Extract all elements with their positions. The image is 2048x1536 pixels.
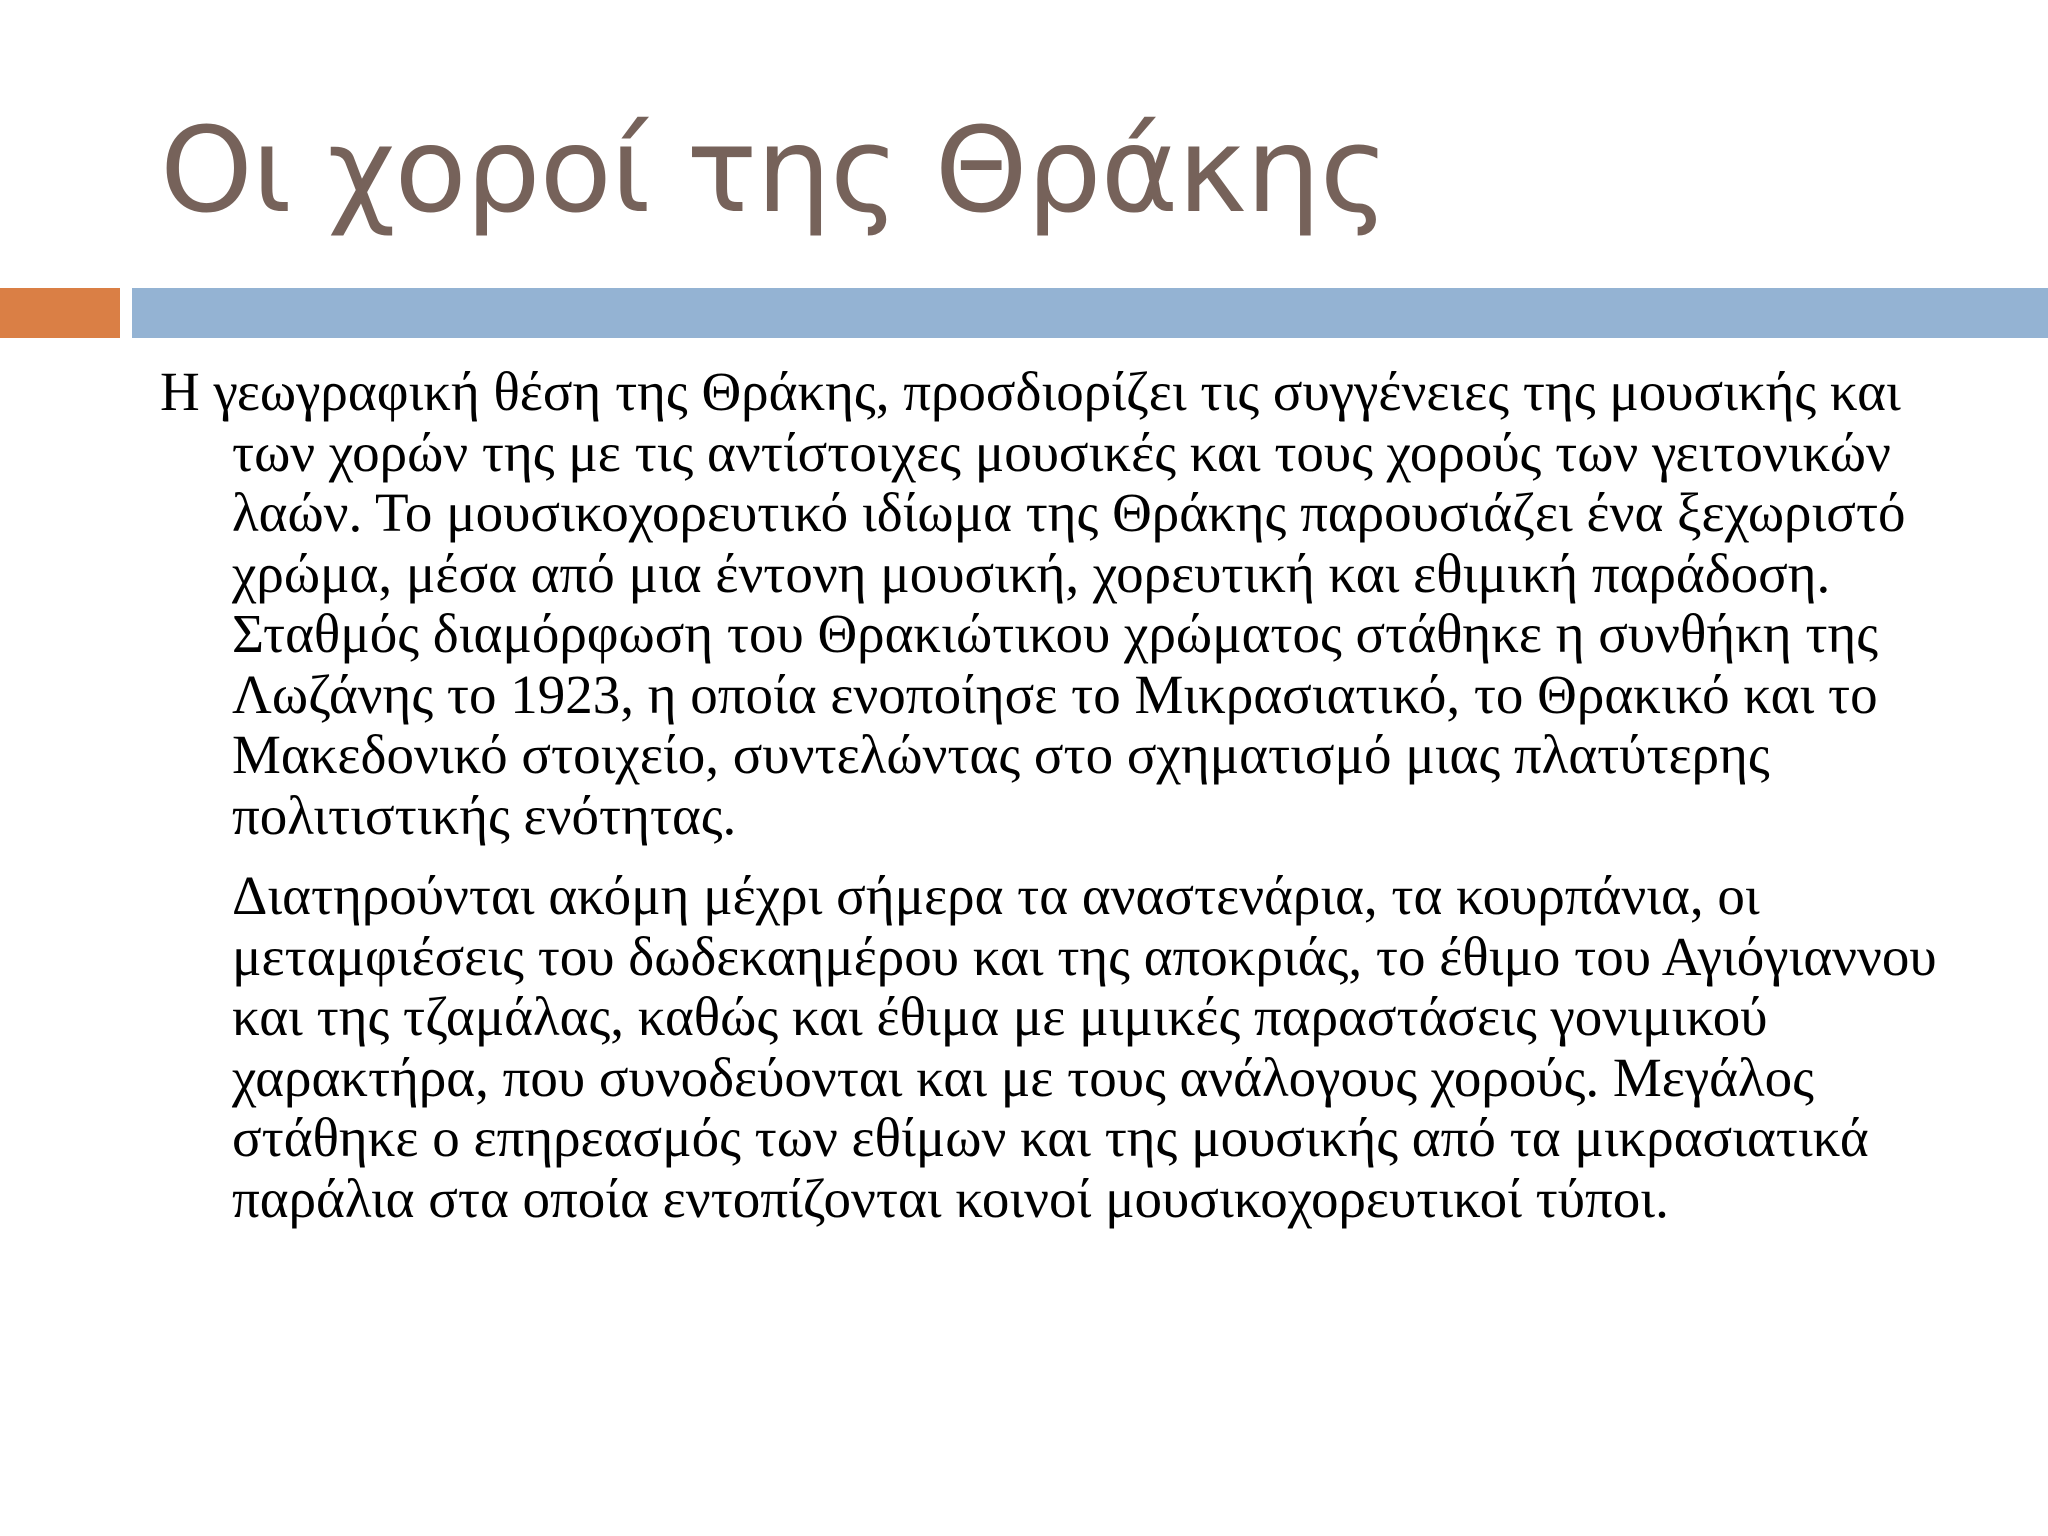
accent-bar-orange xyxy=(0,288,120,338)
accent-bar-blue xyxy=(132,288,2048,338)
body-paragraph-2: Διατηρούνται ακόμη μέχρι σήμερα τα αναστενάρια, τα κουρπάνια, οι μεταμφιέσεις του δωδεκαημέρου και της αποκριάς, το έθιμο του Αγιόγιαννου και της τζαμάλας, καθώς και έθιμα με μιμικές παραστάσεις γονιμικού χαρακτήρα, που συνοδεύονται και με τους ανάλογους χορούς. Μεγάλος στάθηκε ο επηρεασμός των εθίμων και της μουσικής από τα μικρασιατικά παράλια στα οποία εντοπίζονται κοινοί μουσικοχορευτικοί τύποι. xyxy=(232,865,1937,1229)
slide-body xyxy=(160,362,1950,1229)
slide-title: Οι χοροί της Θράκης xyxy=(160,101,1388,239)
body-paragraph-1: Η γεωγραφική θέση της Θράκης, προσδιορίζει τις συγγένειες της μουσικής και των χορών της με τις αντίστοιχες μουσικές και τους χορούς των γειτονικών λαών. Το μουσικοχορευτικό ιδίωμα της Θράκης παρουσιάζει ένα ξεχωριστό χρώμα, μέσα από μια έντονη μουσική, χορευτική και εθιμική παράδοση. Σταθμός διαμόρφωση του Θρακιώτικου χρώματος στάθηκε η συνθήκη της Λωζάνης το 1923, η οποία ενοποίησε το Μικρασιατικό, το Θρακικό και το Μακεδονικό στοιχείο, συντελώντας στο σχηματισμό μιας πλατύτερης πολιτιστικής ενότητας. xyxy=(160,361,1906,846)
